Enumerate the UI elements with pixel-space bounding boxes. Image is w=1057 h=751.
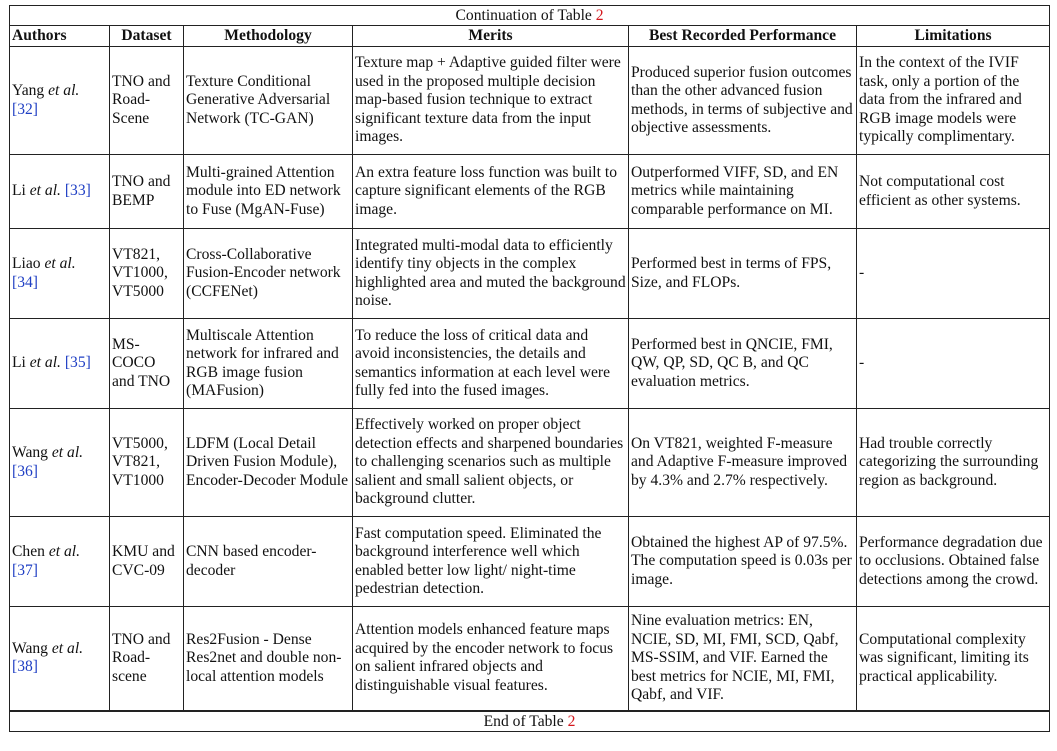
citation-link[interactable]: [33] [64,182,91,200]
header-merits: Merits [353,26,629,47]
limitations-cell: In the context of the IVIF task, only a portion of the data from the infrared and RGB image models were typically complimentary. [857,47,1050,155]
dataset-cell: VT5000, VT821, VT1000 [110,409,184,517]
merits-cell: Integrated multi-modal data to efficiently identify tiny objects in the complex highlighted area and muted the background noise. [353,229,629,319]
author-cell [10,607,110,711]
caption-bottom-text: End of Table [483,712,568,730]
performance-cell: Obtained the highest AP of 97.5%. The computation speed is 0.03s per image. [629,517,857,607]
table-row [10,229,1050,319]
table-row [10,409,1050,517]
merits-cell: Fast computation speed. Eliminated the background interference well which enabled better low light/ night-time pedestrian detection. [353,517,629,607]
author-name: Li [12,354,26,372]
caption-top-text: Continuation of Table [455,7,596,24]
merits-cell: An extra feature loss function was built to capture significant elements of the RGB image. [353,155,629,229]
author-name: Liao [12,255,41,272]
author-cell [10,47,110,155]
citation-link[interactable]: [35] [64,354,91,372]
dataset-cell: TNO and Road-scene [110,607,184,711]
caption-top-row [10,6,1050,26]
limitations-cell: Performance degradation due to occlusions. Obtained false detections among the crowd. [857,517,1050,607]
dataset-cell: TNO and BEMP [110,155,184,229]
author-etal: et al. [48,543,81,560]
performance-cell: Nine evaluation metrics: EN, NCIE, SD, MI, FMI, SCD, Qabf, MS-SSIM, and VIF. Earned the best metrics for NCIE, MI, FMI, Qabf, and VIF. [629,607,857,711]
dataset-cell: VT821, VT1000, VT5000 [110,229,184,319]
header-performance: Best Recorded Performance [629,26,857,47]
dataset-cell: KMU and CVC-09 [110,517,184,607]
methodology-cell: CNN based encoder-decoder [184,517,353,607]
caption-bottom-row [10,711,1050,732]
author-etal: et al. [29,354,61,372]
performance-cell: Performed best in QNCIE, FMI, QW, QP, SD, QC B, and QC evaluation metrics. [629,319,857,409]
caption-top-table-ref[interactable]: 2 [595,7,604,24]
table-container [9,5,1049,732]
author-etal: et al. [29,182,61,200]
table-row [10,155,1050,229]
methodology-cell: Multiscale Attention network for infrared and RGB image fusion (MAFusion) [184,319,353,409]
author-cell [10,229,110,319]
author-etal: et al. [51,639,84,657]
performance-cell: Outperformed VIFF, SD, and EN metrics while maintaining comparable performance on MI. [629,155,857,229]
header-methodology: Methodology [184,26,353,47]
author-name: Yang [12,82,45,99]
limitations-cell: Had trouble correctly categorizing the surrounding region as background. [857,409,1050,517]
author-cell [10,155,110,229]
performance-cell: Produced superior fusion outcomes than the other advanced fusion methods, in terms of subjective and objective assessments. [629,47,857,155]
methodology-cell: Cross-Collaborative Fusion-Encoder network (CCFENet) [184,229,353,319]
citation-link[interactable]: [34] [12,273,38,291]
author-name: Wang [12,444,48,461]
limitations-cell: - [857,229,1050,319]
table-row [10,607,1050,711]
dataset-cell: MS-COCO and TNO [110,319,184,409]
author-etal: et al. [44,255,76,272]
merits-cell: Attention models enhanced feature maps acquired by the encoder network to focus on salient infrared objects and distinguishable visual features. [353,607,629,711]
citation-link[interactable]: [36] [12,462,38,480]
citation-link[interactable]: [38] [12,658,38,676]
author-cell [10,409,110,517]
header-limitations: Limitations [857,26,1050,47]
author-name: Chen [12,543,45,560]
dataset-cell: TNO and Road-Scene [110,47,184,155]
performance-cell: Performed best in terms of FPS, Size, and FLOPs. [629,229,857,319]
author-name: Li [12,182,26,200]
header-row [10,26,1050,47]
limitations-cell: Computational complexity was significant, limiting its practical applicability. [857,607,1050,711]
header-authors: Authors [10,26,110,47]
performance-cell: On VT821, weighted F-measure and Adaptive F-measure improved by 4.3% and 2.7% respectively. [629,409,857,517]
table-row [10,319,1050,409]
limitations-cell: Not computational cost efficient as other systems. [857,155,1050,229]
methodology-cell: LDFM (Local Detail Driven Fusion Module), Encoder-Decoder Module [184,409,353,517]
caption-top [10,6,1050,26]
author-etal: et al. [48,82,80,99]
merits-cell: Texture map + Adaptive guided filter were used in the proposed multiple decision map-based fusion technique to extract significant texture data from the input images. [353,47,629,155]
table-row [10,517,1050,607]
citation-link[interactable]: [37] [12,561,38,579]
comparison-table [9,5,1050,732]
methodology-cell: Texture Conditional Generative Adversarial Network (TC-GAN) [184,47,353,155]
methodology-cell: Res2Fusion - Dense Res2net and double non-local attention models [184,607,353,711]
methodology-cell: Multi-grained Attention module into ED network to Fuse (MgAN-Fuse) [184,155,353,229]
merits-cell: To reduce the loss of critical data and avoid inconsistencies, the details and semantics information at each level were fully fed into the fused images. [353,319,629,409]
author-name: Wang [12,639,48,657]
author-cell [10,319,110,409]
header-dataset: Dataset [110,26,184,47]
merits-cell: Effectively worked on proper object detection effects and sharpened boundaries to challenging scenarios such as multiple salient and small salient objects, or background clutter. [353,409,629,517]
author-cell [10,517,110,607]
caption-bottom-table-ref[interactable]: 2 [567,712,576,730]
citation-link[interactable]: [32] [12,100,38,118]
author-etal: et al. [51,444,84,461]
limitations-cell: - [857,319,1050,409]
table-row [10,47,1050,155]
caption-bottom [10,711,1050,732]
